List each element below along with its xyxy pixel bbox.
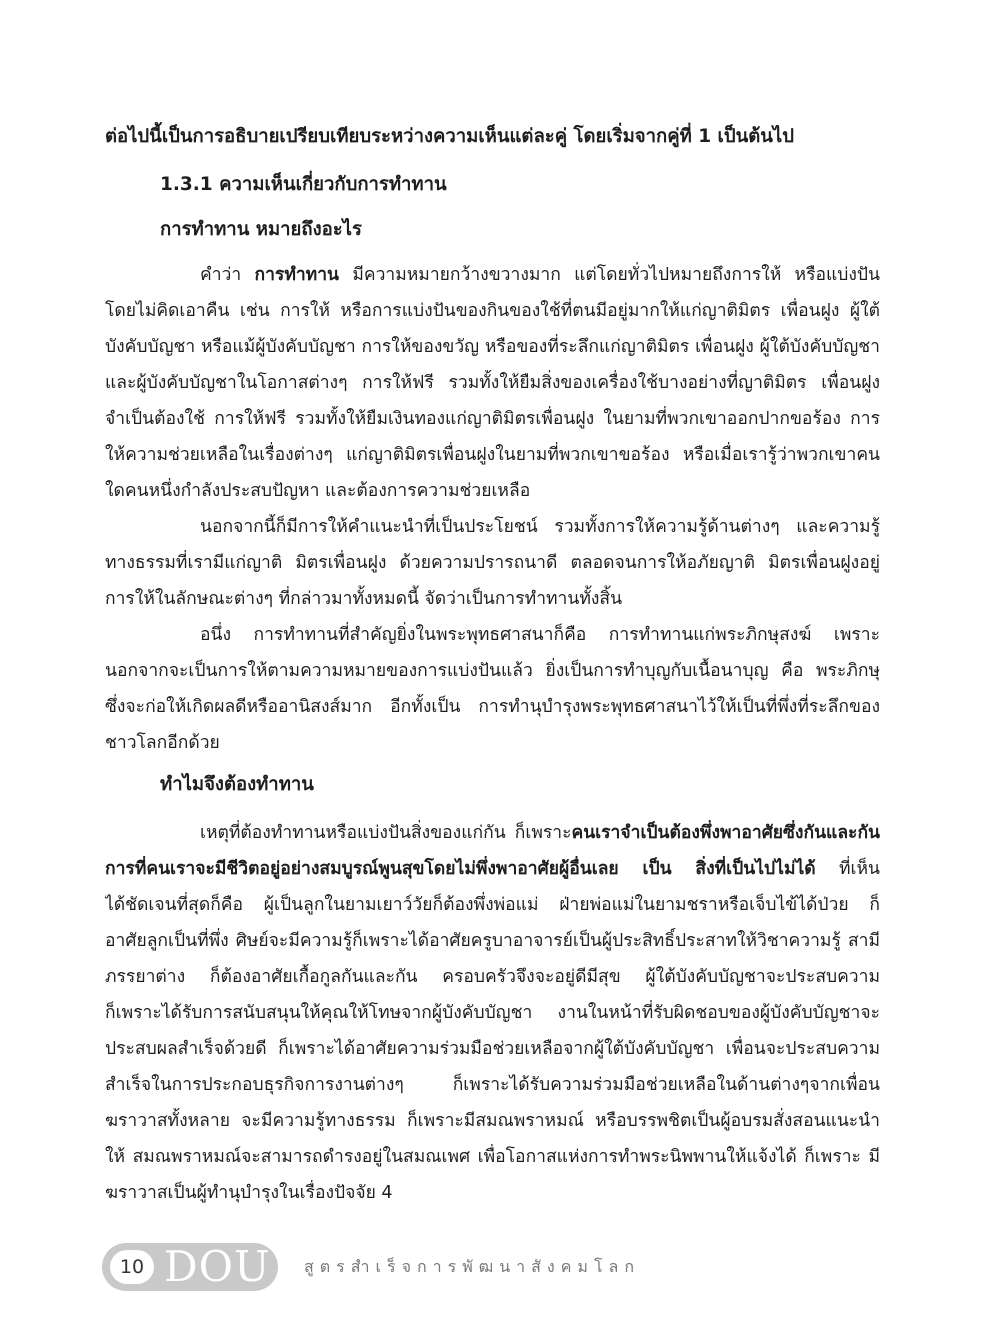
paragraph-4-line: ฆราวาสเป็นผู้ทำนุบำรุงในเรื่องปัจจัย 4 (105, 1183, 393, 1203)
paragraph-4-line: ให้ สมณพราหมณ์จะสามารถดำรงอยู่ในสมณเพศ เพื่อโอกาสแห่งการทำพระนิพพานให้แจ้งได้ ก็เพราะ มี (105, 1147, 880, 1167)
paragraph-4-line: ก็เพราะได้รับการสนับสนุนให้คุณให้โทษจากผู้บังคับบัญชา งานในหน้าที่รับผิดชอบของผู้บังคับบัญชาจะ (105, 1003, 880, 1023)
paragraph-2-line: การให้ในลักษณะต่างๆ ที่กล่าวมาทั้งหมดนี้ จัดว่าเป็นการทำทานทั้งสิ้น (105, 589, 623, 609)
emphasis-impossible: การที่คนเราจะมีชีวิตอยู่อย่างสมบูรณ์พูนสุขโดยไม่พึ่งพาอาศัยผู้อื่นเลย เป็น สิ่งที่เป็นไปไม่ได้ (105, 859, 816, 879)
paragraph-1-line: บังคับบัญชา หรือแม้ผู้บังคับบัญชา การให้ของขวัญ หรือของที่ระลึกแก่ญาติมิตร เพื่อนฝูง ผู้ใต้บังคับบัญชา (105, 337, 880, 357)
paragraph-4-line: ได้ชัดเจนที่สุดก็คือ ผู้เป็นลูกในยามเยาว์วัยก็ต้องพึ่งพ่อแม่ ฝ่ายพ่อแม่ในยามชราหรือเจ็บไข้ได้ป่วย ก็ (105, 895, 880, 915)
paragraph-1-line: โดยไม่คิดเอาคืน เช่น การให้ หรือการแบ่งปันของกินของใช้ที่ตนมีอยู่มากให้แก่ญาติมิตร เพื่อนฝูง ผู้ใต้ (105, 301, 880, 321)
paragraph-3-line: ชาวโลกอีกด้วย (105, 733, 220, 753)
paragraph-4-line: สำเร็จในการประกอบธุรกิจการงานต่างๆ ก็เพราะได้รับความร่วมมือช่วยเหลือในด้านต่างๆจากเพื่อน (105, 1075, 880, 1095)
page-number: 10 (110, 1250, 154, 1284)
paragraph-3-line: อนึ่ง การทำทานที่สำคัญยิ่งในพระพุทธศาสนาก็คือ การทำทานแก่พระภิกษุสงฆ์ เพราะ (200, 625, 880, 645)
paragraph-1-line: จำเป็นต้องใช้ การให้ฟรี รวมทั้งให้ยืมเงินทองแก่ญาติมิตรเพื่อนฝูง ในยามที่พวกเขาออกปากขอร้อง การ (105, 409, 880, 429)
term-dana: การทำทาน (254, 265, 340, 285)
paragraph-2-line: นอกจากนี้ก็มีการให้คำแนะนำที่เป็นประโยชน์ รวมทั้งการให้ความรู้ด้านต่างๆ และความรู้ (200, 517, 880, 537)
subheading-why-give: ทำไมจึงต้องทำทาน (160, 774, 314, 795)
page-footer (102, 1243, 640, 1291)
paragraph-4-line-2: การที่คนเราจะมีชีวิตอยู่อย่างสมบูรณ์พูนสุขโดยไม่พึ่งพาอาศัยผู้อื่นเลย เป็น สิ่งที่เป็นไปไม่ได้ ที่เห็น (105, 859, 880, 879)
paragraph-1-line: และผู้บังคับบัญชาในโอกาสต่างๆ การให้ฟรี รวมทั้งให้ยืมสิ่งของเครื่องใช้บางอย่างที่ญาติมิตร เพื่อนฝูง (105, 373, 880, 393)
series-title: สูตรสำเร็จการพัฒนาสังคมโลก (304, 1256, 641, 1276)
footer-badge (102, 1243, 278, 1291)
dou-logo: DOU (164, 1242, 271, 1291)
paragraph-2-line: ทางธรรมที่เรามีแก่ญาติ มิตรเพื่อนฝูง ด้วยความปรารถนาดี ตลอดจนการให้อภัยญาติ มิตรเพื่อนฝูงอยู่ (105, 553, 880, 573)
paragraph-4-line: ประสบผลสำเร็จด้วยดี ก็เพราะได้อาศัยความร่วมมือช่วยเหลือจากผู้ใต้บังคับบัญชา เพื่อนจะประสบความ (105, 1039, 880, 1059)
paragraph-4-line: อาศัยลูกเป็นที่พึ่ง ศิษย์จะมีความรู้ก็เพราะได้อาศัยครูบาอาจารย์เป็นผู้ประสิทธิ์ประสาทให้วิชาความรู้ สามี (105, 931, 880, 951)
intro-sentence: ต่อไปนี้เป็นการอธิบายเปรียบเทียบระหว่างความเห็นแต่ละคู่ โดยเริ่มจากคู่ที่ 1 เป็นต้นไป (105, 126, 794, 147)
paragraph-3-line: ซึ่งจะก่อให้เกิดผลดีหรืออานิสงส์มาก อีกทั้งเป็น การทำนุบำรุงพระพุทธศาสนาไว้ให้เป็นที่พึ่งที่ระลึกของ (105, 697, 880, 717)
section-heading: 1.3.1 ความเห็นเกี่ยวกับการทำทาน (160, 174, 447, 195)
paragraph-3-line: นอกจากจะเป็นการให้ตามความหมายของการแบ่งปันแล้ว ยิ่งเป็นการทำบุญกับเนื้อนาบุญ คือ พระภิกษุ (105, 661, 880, 681)
paragraph-4-line: ภรรยาต่าง ก็ต้องอาศัยเกื้อกูลกันและกัน ครอบครัวจึงจะอยู่ดีมีสุข ผู้ใต้บังคับบัญชาจะประสบความ (105, 967, 880, 987)
paragraph-1-line: ใดคนหนึ่งกำลังประสบปัญหา และต้องการความช่วยเหลือ (105, 481, 531, 501)
paragraph-1-line-1: คำว่า การทำทาน มีความหมายกว้างขวางมาก แต่โดยทั่วไปหมายถึงการให้ หรือแบ่งปัน (200, 265, 880, 285)
subheading-what-is-dana: การทำทาน หมายถึงอะไร (160, 219, 362, 240)
paragraph-4-line: ฆราวาสทั้งหลาย จะมีความรู้ทางธรรม ก็เพราะมีสมณพราหมณ์ หรือบรรพชิตเป็นผู้อบรมสั่งสอนแนะนำ (105, 1111, 880, 1131)
paragraph-4-line-1: เหตุที่ต้องทำทานหรือแบ่งปันสิ่งของแก่กัน ก็เพราะคนเราจำเป็นต้องพึ่งพาอาศัยซึ่งกันและกัน (200, 823, 880, 843)
emphasis-interdependence: คนเราจำเป็นต้องพึ่งพาอาศัยซึ่งกันและกัน (571, 823, 880, 843)
paragraph-1-line: ให้ความช่วยเหลือในเรื่องต่างๆ แก่ญาติมิตรเพื่อนฝูงในยามที่พวกเขาขอร้อง หรือเมื่อเรารู้ว่าพวกเขาคน (105, 445, 880, 465)
